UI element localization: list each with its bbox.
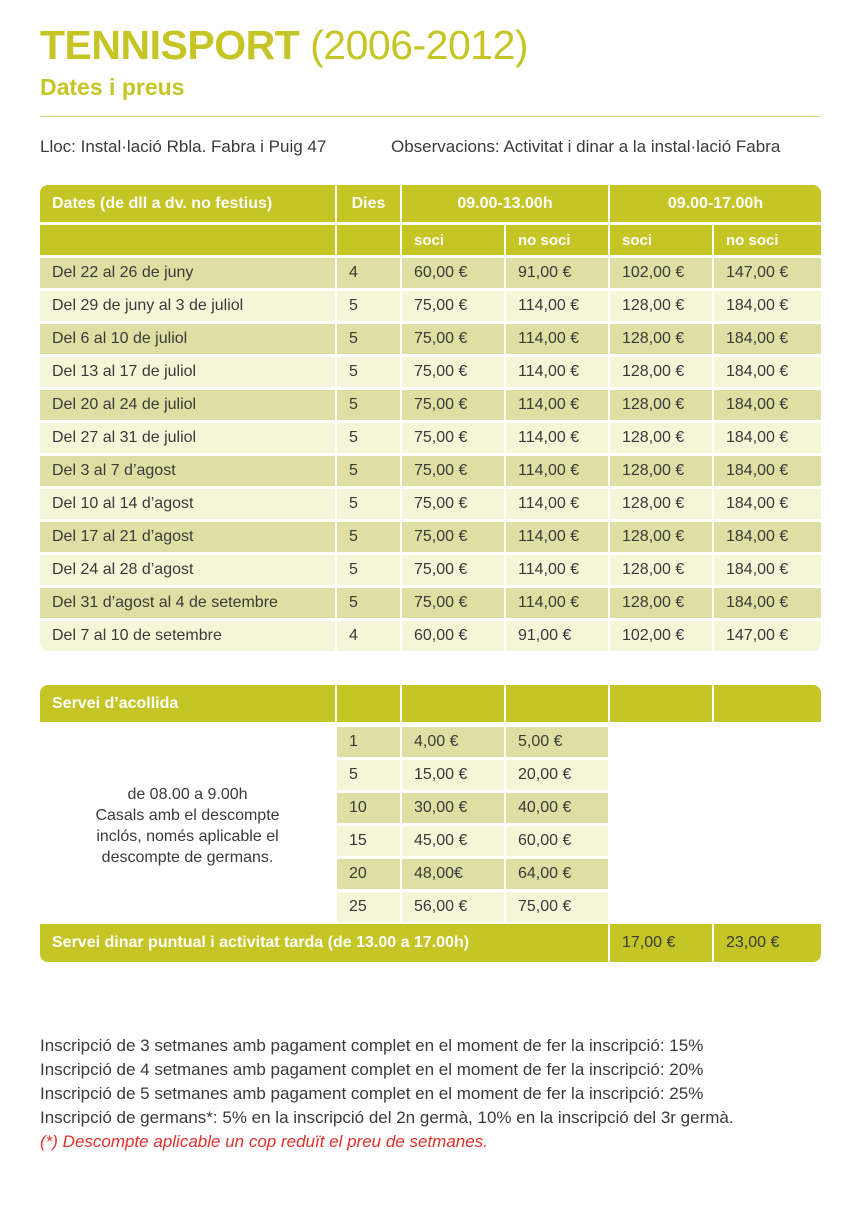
header-days: Dies — [337, 185, 400, 222]
acollida-days: 15 — [337, 826, 400, 856]
price-full-soci: 128,00 € — [610, 522, 712, 552]
row-dates: Del 20 al 24 de juliol — [40, 390, 335, 420]
acollida-price-soci: 45,00 € — [402, 826, 504, 856]
price-full-soci: 128,00 € — [610, 324, 712, 354]
row-days: 5 — [337, 522, 400, 552]
price-morning-soci: 60,00 € — [402, 621, 504, 651]
acollida-price-no-soci: 64,00 € — [506, 859, 608, 889]
price-full-soci: 102,00 € — [610, 258, 712, 288]
lunch-service-label: Servei dinar puntual i activitat tarda (de 13.00 a 17.00h) — [40, 924, 608, 962]
acollida-price-no-soci: 5,00 € — [506, 727, 608, 757]
acollida-price-soci: 48,00€ — [402, 859, 504, 889]
price-morning-soci: 75,00 € — [402, 555, 504, 585]
price-full-no-soci: 184,00 € — [714, 489, 821, 519]
row-days: 5 — [337, 555, 400, 585]
subheader-soci: soci — [610, 225, 712, 255]
row-dates: Del 13 al 17 de juliol — [40, 357, 335, 387]
price-full-no-soci: 147,00 € — [714, 258, 821, 288]
row-days: 5 — [337, 291, 400, 321]
acollida-header-blank — [402, 685, 504, 722]
price-full-no-soci: 147,00 € — [714, 621, 821, 651]
price-full-soci: 128,00 € — [610, 423, 712, 453]
price-full-no-soci: 184,00 € — [714, 456, 821, 486]
price-morning-soci: 75,00 € — [402, 423, 504, 453]
acollida-header-blank — [714, 685, 821, 722]
price-full-soci: 128,00 € — [610, 456, 712, 486]
page-subtitle: Dates i preus — [40, 74, 185, 100]
price-full-soci: 128,00 € — [610, 291, 712, 321]
acollida-price-no-soci: 60,00 € — [506, 826, 608, 856]
row-dates: Del 3 al 7 d’agost — [40, 456, 335, 486]
row-dates: Del 7 al 10 de setembre — [40, 621, 335, 651]
acollida-days: 10 — [337, 793, 400, 823]
acollida-price-soci: 56,00 € — [402, 892, 504, 922]
footnote: (*) Descompte aplicable un cop reduït el preu de setmanes. — [40, 1132, 488, 1151]
acollida-note-line: inclós, només aplicable el — [96, 828, 279, 845]
subheader-no-soci: no soci — [506, 225, 608, 255]
row-dates: Del 17 al 21 d’agost — [40, 522, 335, 552]
header-slot-full: 09.00-17.00h — [610, 185, 821, 222]
price-morning-soci: 75,00 € — [402, 390, 504, 420]
acollida-price-soci: 4,00 € — [402, 727, 504, 757]
acollida-price-no-soci: 40,00 € — [506, 793, 608, 823]
row-days: 5 — [337, 588, 400, 618]
row-days: 5 — [337, 423, 400, 453]
page-title — [40, 22, 528, 69]
price-full-soci: 128,00 € — [610, 489, 712, 519]
discounts-list — [40, 1034, 734, 1154]
price-morning-soci: 60,00 € — [402, 258, 504, 288]
acollida-price-no-soci: 20,00 € — [506, 760, 608, 790]
price-morning-no-soci: 114,00 € — [506, 456, 608, 486]
price-full-soci: 128,00 € — [610, 588, 712, 618]
price-morning-soci: 75,00 € — [402, 357, 504, 387]
header-dates: Dates (de dll a dv. no festius) — [40, 185, 335, 222]
price-morning-no-soci: 114,00 € — [506, 324, 608, 354]
subheader-blank — [40, 225, 335, 255]
price-morning-soci: 75,00 € — [402, 489, 504, 519]
row-days: 4 — [337, 621, 400, 651]
price-morning-soci: 75,00 € — [402, 291, 504, 321]
row-dates: Del 29 de juny al 3 de juliol — [40, 291, 335, 321]
discount-line: Inscripció de germans*: 5% en la inscripció del 2n germà, 10% en la inscripció del 3r germà. — [40, 1108, 734, 1127]
acollida-price-soci: 15,00 € — [402, 760, 504, 790]
acollida-header: Servei d’acollida — [40, 685, 335, 722]
divider — [40, 116, 821, 117]
price-full-soci: 102,00 € — [610, 621, 712, 651]
lunch-price-no-soci: 23,00 € — [714, 924, 821, 962]
row-dates: Del 22 al 26 de juny — [40, 258, 335, 288]
price-morning-soci: 75,00 € — [402, 522, 504, 552]
acollida-header-blank — [610, 685, 712, 722]
price-morning-no-soci: 114,00 € — [506, 588, 608, 618]
price-full-no-soci: 184,00 € — [714, 291, 821, 321]
row-days: 4 — [337, 258, 400, 288]
price-morning-no-soci: 91,00 € — [506, 621, 608, 651]
acollida-note-line: de 08.00 a 9.00h — [127, 786, 248, 803]
acollida-days: 25 — [337, 892, 400, 922]
row-days: 5 — [337, 357, 400, 387]
acollida-note — [40, 784, 335, 868]
price-full-soci: 128,00 € — [610, 390, 712, 420]
row-days: 5 — [337, 456, 400, 486]
acollida-header-blank — [337, 685, 400, 722]
acollida-days: 5 — [337, 760, 400, 790]
acollida-price-soci: 30,00 € — [402, 793, 504, 823]
acollida-note-line: Casals amb el descompte — [95, 807, 280, 824]
price-morning-no-soci: 91,00 € — [506, 258, 608, 288]
price-morning-no-soci: 114,00 € — [506, 291, 608, 321]
acollida-days: 1 — [337, 727, 400, 757]
price-full-no-soci: 184,00 € — [714, 423, 821, 453]
price-morning-no-soci: 114,00 € — [506, 555, 608, 585]
title-brand: TENNISPORT — [40, 22, 300, 68]
subheader-soci: soci — [402, 225, 504, 255]
price-morning-no-soci: 114,00 € — [506, 489, 608, 519]
price-full-no-soci: 184,00 € — [714, 324, 821, 354]
price-morning-no-soci: 114,00 € — [506, 357, 608, 387]
title-years: (2006-2012) — [310, 22, 529, 68]
price-full-soci: 128,00 € — [610, 555, 712, 585]
acollida-price-no-soci: 75,00 € — [506, 892, 608, 922]
price-full-no-soci: 184,00 € — [714, 357, 821, 387]
row-dates: Del 10 al 14 d’agost — [40, 489, 335, 519]
price-full-no-soci: 184,00 € — [714, 390, 821, 420]
acollida-note-line: descompte de germans. — [101, 849, 274, 866]
price-morning-soci: 75,00 € — [402, 456, 504, 486]
price-morning-no-soci: 114,00 € — [506, 390, 608, 420]
acollida-header-blank — [506, 685, 608, 722]
header-slot-morning: 09.00-13.00h — [402, 185, 608, 222]
row-dates: Del 24 al 28 d’agost — [40, 555, 335, 585]
acollida-days: 20 — [337, 859, 400, 889]
price-morning-soci: 75,00 € — [402, 588, 504, 618]
row-days: 5 — [337, 324, 400, 354]
discount-line: Inscripció de 5 setmanes amb pagament complet en el moment de fer la inscripció: 25% — [40, 1084, 704, 1103]
row-dates: Del 6 al 10 de juliol — [40, 324, 335, 354]
discount-line: Inscripció de 3 setmanes amb pagament complet en el moment de fer la inscripció: 15% — [40, 1036, 704, 1055]
lunch-price-soci: 17,00 € — [610, 924, 712, 962]
subheader-blank — [337, 225, 400, 255]
price-morning-no-soci: 114,00 € — [506, 522, 608, 552]
subheader-no-soci: no soci — [714, 225, 821, 255]
row-days: 5 — [337, 489, 400, 519]
price-full-no-soci: 184,00 € — [714, 522, 821, 552]
price-full-no-soci: 184,00 € — [714, 588, 821, 618]
price-morning-no-soci: 114,00 € — [506, 423, 608, 453]
row-days: 5 — [337, 390, 400, 420]
row-dates: Del 31 d’agost al 4 de setembre — [40, 588, 335, 618]
observations-text: Observacions: Activitat i dinar a la instal·lació Fabra — [391, 137, 781, 156]
location-text: Lloc: Instal·lació Rbla. Fabra i Puig 47 — [40, 137, 327, 156]
row-dates: Del 27 al 31 de juliol — [40, 423, 335, 453]
discount-line: Inscripció de 4 setmanes amb pagament complet en el moment de fer la inscripció: 20% — [40, 1060, 704, 1079]
price-morning-soci: 75,00 € — [402, 324, 504, 354]
price-full-no-soci: 184,00 € — [714, 555, 821, 585]
price-full-soci: 128,00 € — [610, 357, 712, 387]
